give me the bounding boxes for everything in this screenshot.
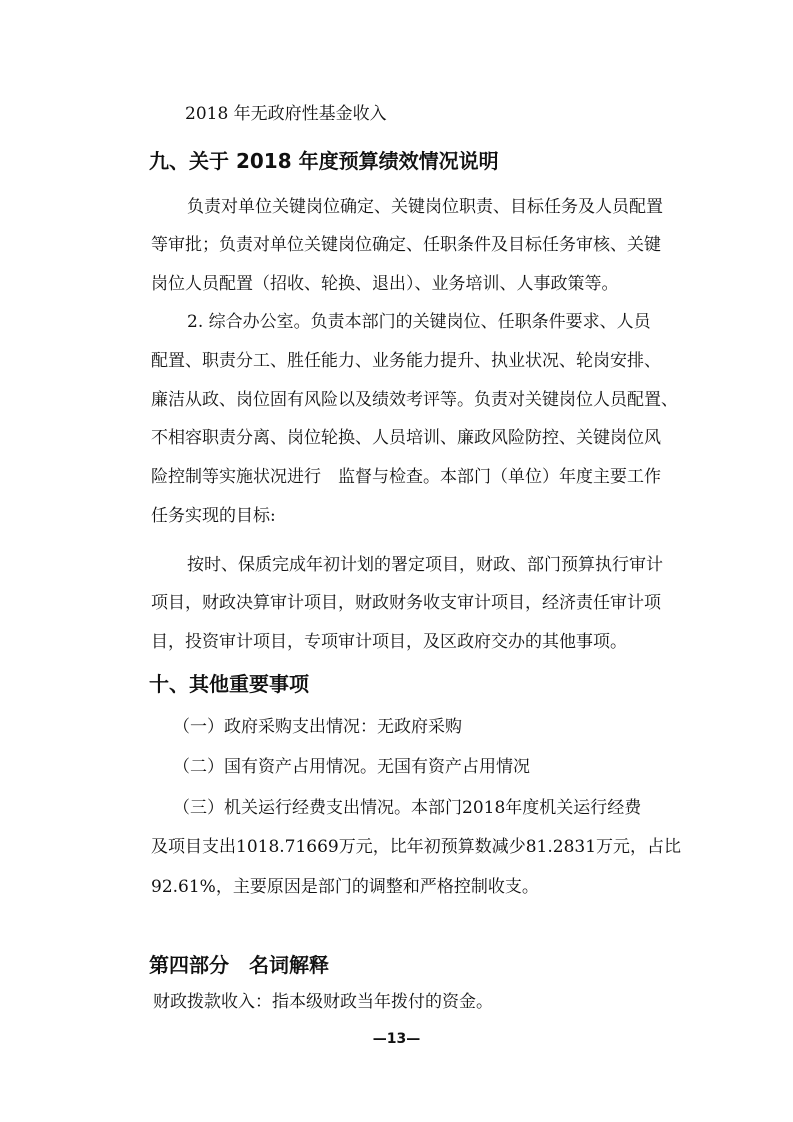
section-9-p1-line-2: 等审批；负责对单位关键岗位确定、任职条件及目标任务审核、关键 (151, 235, 661, 255)
section-9-p2-line-4: 不相容职责分离、岗位轮换、人员培训、廉政风险防控、关键岗位风 (151, 428, 661, 448)
section-9-p3-line-3: 目，投资审计项目，专项审计项目，及区政府交办的其他事项。 (151, 632, 627, 652)
section-9-p2-line-5: 险控制等实施状况进行 监督与检查。本部门（单位）年度主要工作 (151, 467, 661, 487)
section-10-item-3-line-2: 及项目支出1018.71669万元，比年初预算数减少81.2831万元，占比 (151, 837, 682, 857)
section-9-heading: 九、关于 2018 年度预算绩效情况说明 (149, 149, 499, 173)
part-4-line-1: 财政拨款收入：指本级财政当年拨付的资金。 (153, 992, 493, 1012)
part-4-heading: 第四部分 名词解释 (149, 953, 329, 977)
top-line: 2018 年无政府性基金收入 (185, 104, 387, 124)
section-9-p1-line-1: 负责对单位关键岗位确定、关键岗位职责、目标任务及人员配置 (187, 197, 663, 217)
section-10-item-1: （一）政府采购支出情况：无政府采购 (173, 717, 462, 737)
section-9-p2-line-2: 配置、职责分工、胜任能力、业务能力提升、执业状况、轮岗安排、 (151, 351, 661, 371)
section-10-item-3-line-1: （三）机关运行经费支出情况。本部门2018年度机关运行经费 (173, 798, 642, 818)
section-9-p2-line-6: 任务实现的目标: (151, 506, 276, 526)
section-10-item-3-line-3: 92.61%，主要原因是部门的调整和严格控制收支。 (151, 877, 539, 897)
section-9-p3-line-2: 项目，财政决算审计项目，财政财务收支审计项目，经济责任审计项 (151, 593, 661, 613)
section-10-item-2: （二）国有资产占用情况。无国有资产占用情况 (173, 757, 530, 777)
section-9-p2-line-1: 2. 综合办公室。负责本部门的关键岗位、任职条件要求、人员 (187, 312, 651, 332)
section-10-heading: 十、其他重要事项 (149, 672, 309, 696)
section-9-p3-line-1: 按时、保质完成年初计划的署定项目，财政、部门预算执行审计 (187, 555, 663, 575)
page-number: —13— (372, 1031, 421, 1047)
section-9-p2-line-3: 廉洁从政、岗位固有风险以及绩效考评等。负责对关键岗位人员配置、 (151, 390, 678, 410)
section-9-p1-line-3: 岗位人员配置（招收、轮换、退出）、业务培训、人事政策等。 (151, 274, 619, 294)
